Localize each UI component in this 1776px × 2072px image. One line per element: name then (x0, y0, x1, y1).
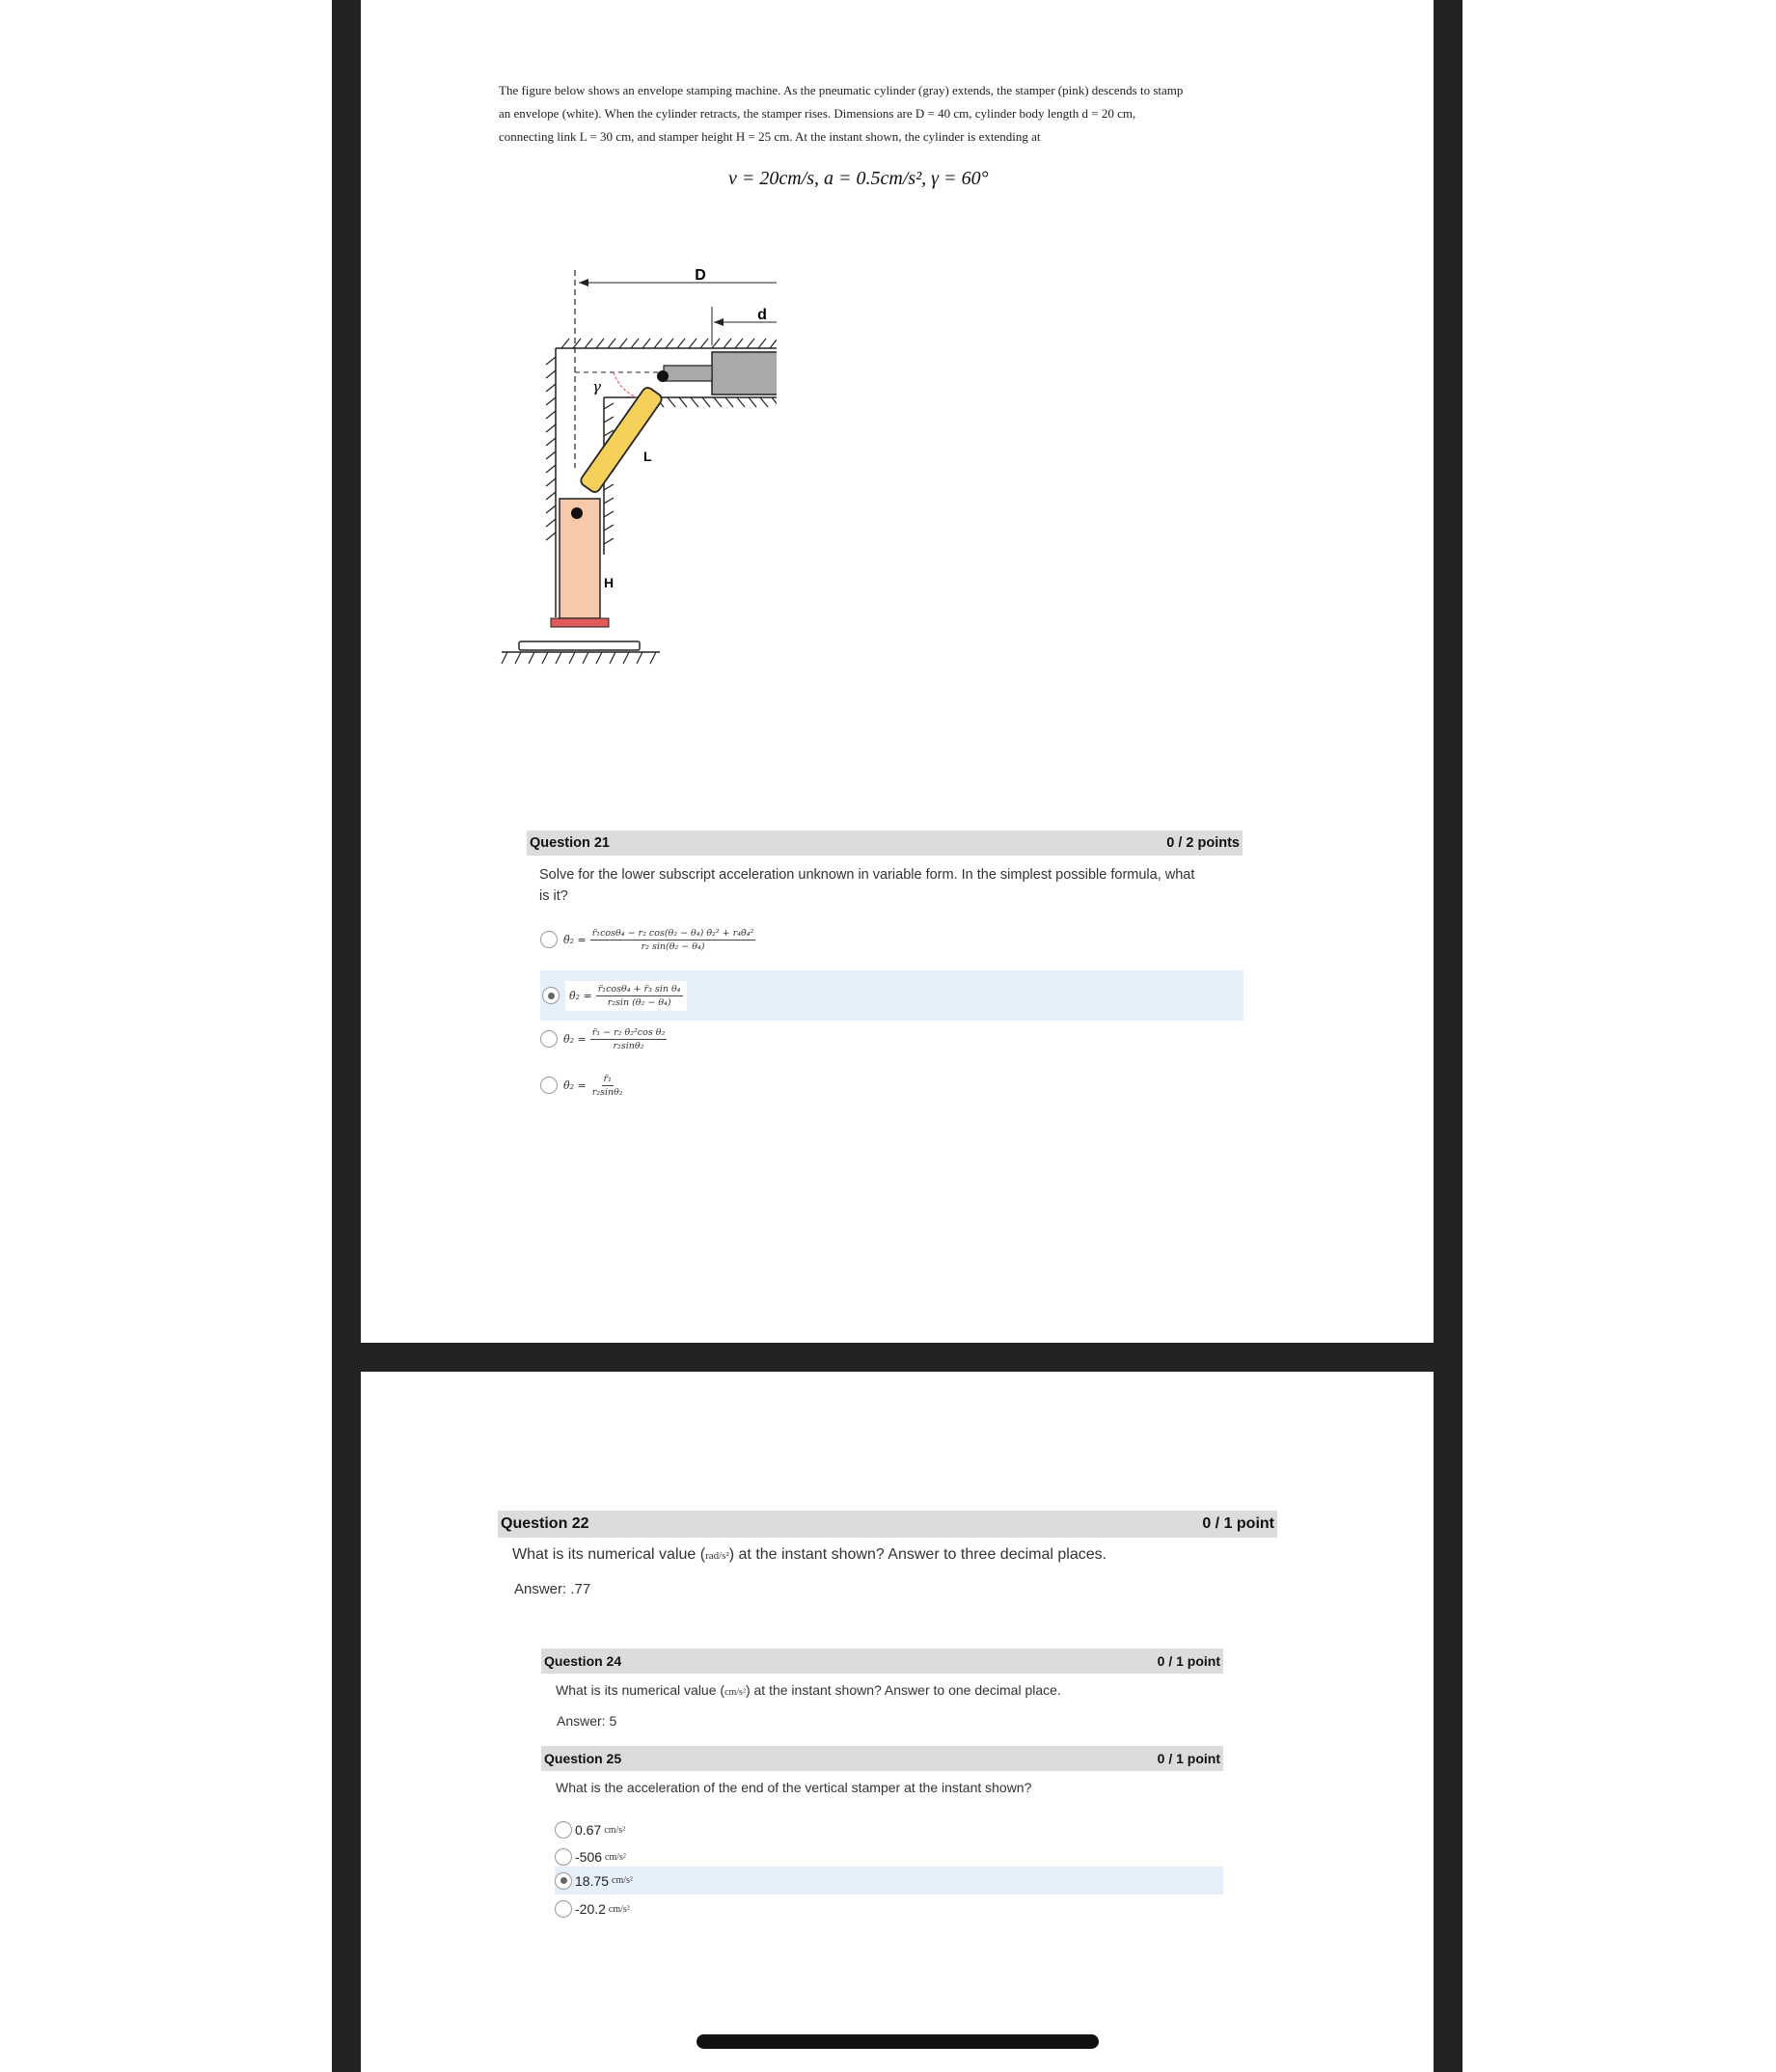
unit-label: cm/s² (605, 1851, 626, 1863)
question-25-header (541, 1746, 1223, 1771)
question-22-points: 0 / 1 point (1202, 1515, 1274, 1532)
question-24-text-start: What is its numerical value ( (556, 1682, 725, 1698)
link-pivot-bottom (571, 507, 583, 519)
formula-fraction (596, 984, 683, 1008)
option-value: -20.2 (575, 1901, 606, 1917)
question-24-answer: Answer: 5 (557, 1713, 617, 1729)
question-21-option-4[interactable] (540, 1067, 926, 1104)
question-21-option-3[interactable] (540, 1021, 926, 1057)
question-22-text-end: ) at the instant shown? Answer to three decimal places. (728, 1546, 1107, 1563)
question-22-header (498, 1511, 1277, 1538)
question-22-answer: Answer: .77 (514, 1581, 591, 1597)
option-value: 18.75 (575, 1872, 610, 1889)
formula-denominator: r₂sinθ₂ (613, 1040, 644, 1051)
home-indicator[interactable] (697, 2034, 1099, 2049)
unit-label: cm/s² (604, 1824, 626, 1836)
option-value: -506 (575, 1849, 603, 1865)
formula-lhs: θ̈₂ = (563, 1078, 587, 1092)
question-24-header (541, 1649, 1223, 1674)
dimension-label-D: D (695, 267, 706, 284)
problem-line-1: The figure below shows an envelope stamping machine. As the pneumatic cylinder (gray) extends, the stamper (pink) descends to stamp (499, 83, 1184, 97)
question-24-title: Question 24 (544, 1653, 622, 1669)
radio-button[interactable] (540, 1077, 558, 1094)
formula-denominator: r₂sin (θ₂ − θ₄) (607, 996, 671, 1008)
question-25-text: What is the acceleration of the end of the vertical stamper at the instant shown? (556, 1780, 1032, 1795)
unit-label: cm/s² (724, 1687, 746, 1698)
formula-fraction (590, 928, 756, 952)
right-frame-bar (1434, 0, 1462, 2072)
question-25-option-1[interactable] (555, 1816, 1223, 1843)
problem-line-2: an envelope (white). When the cylinder retracts, the stamper rises. Dimensions are D = 40 cm, cylinder body length d = 20 cm, (499, 106, 1136, 121)
question-25-option-4[interactable] (555, 1895, 1223, 1922)
question-21-option-1[interactable] (540, 922, 926, 957)
left-frame-bar (332, 0, 361, 2072)
question-21-header (527, 831, 1243, 856)
problem-line-3: connecting link L = 30 cm, and stamper height H = 25 cm. At the instant shown, the cylinder is extending at (499, 129, 1041, 144)
link-pivot-top (657, 370, 669, 382)
unit-label: cm/s² (608, 1903, 630, 1915)
question-21-text-line-1: Solve for the lower subscript acceleration unknown in variable form. In the simplest possible formula, what (539, 867, 1195, 883)
formula-numerator: r̈₁ (603, 1073, 612, 1084)
option-value: 0.67 (575, 1822, 602, 1838)
given-values-formula: v = 20cm/s, a = 0.5cm/s², γ = 60° (728, 168, 989, 189)
pneumatic-cylinder-body (712, 352, 777, 395)
unit-label: rad/s² (705, 1550, 729, 1562)
question-25-points: 0 / 1 point (1157, 1751, 1220, 1766)
angle-label-gamma: γ (592, 378, 601, 395)
formula-denominator: r₂ sin(θ₂ − θ₄) (641, 941, 705, 952)
question-21-points: 0 / 2 points (1166, 835, 1240, 851)
question-24-text-end: ) at the instant shown? Answer to one decimal place. (745, 1682, 1061, 1698)
question-24-points: 0 / 1 point (1157, 1653, 1220, 1669)
formula-fraction (590, 1027, 668, 1051)
question-22-text-start: What is its numerical value ( (512, 1546, 706, 1563)
radio-button[interactable] (555, 1821, 572, 1839)
formula-lhs: θ̈₂ = (563, 1032, 587, 1046)
question-21-text (539, 864, 1253, 907)
question-22-text (512, 1546, 1107, 1564)
envelope (519, 641, 640, 650)
question-25-title: Question 25 (544, 1751, 622, 1766)
question-24-text (556, 1682, 1061, 1698)
radio-button[interactable] (555, 1900, 572, 1918)
link-label-L: L (643, 449, 652, 464)
connecting-link (579, 386, 664, 495)
formula-numerator: r̈₁cosθ₄ + r̈₃ sin θ₄ (597, 983, 681, 995)
cylinder-rod (664, 366, 712, 381)
stamper-label-H: H (604, 575, 615, 590)
radio-button-selected[interactable] (542, 987, 560, 1004)
option-formula (563, 1074, 625, 1098)
stamping-machine-diagram (487, 256, 777, 685)
dimension-label-d: d (757, 307, 767, 323)
problem-statement (499, 79, 1271, 149)
radio-button[interactable] (555, 1848, 572, 1866)
question-21-text-line-2: is it? (539, 888, 568, 904)
radio-button[interactable] (540, 1030, 558, 1048)
option-formula (563, 1027, 667, 1051)
stamper-pad (551, 618, 609, 627)
question-22-title: Question 22 (501, 1515, 589, 1532)
option-formula (563, 928, 755, 952)
formula-lhs: θ̈₂ = (569, 989, 592, 1002)
unit-label: cm/s² (612, 1875, 633, 1886)
page-divider (332, 1343, 1462, 1372)
question-25-option-3[interactable] (555, 1867, 1223, 1895)
option-formula (565, 981, 687, 1011)
formula-denominator: r₂sinθ₂ (591, 1086, 623, 1098)
radio-button[interactable] (540, 931, 558, 948)
question-21-option-2[interactable] (540, 970, 1243, 1021)
radio-button-selected[interactable] (555, 1872, 572, 1890)
formula-numerator: r̈₁ − r₂ θ̇₂²cos θ₂ (591, 1026, 666, 1038)
formula-lhs: θ̈₂ = (563, 933, 587, 946)
formula-numerator: r̈₁cosθ₄ − r₂ cos(θ₂ − θ₄) θ̇₂² + r₄θ̇₄² (591, 927, 754, 939)
question-21-title: Question 21 (530, 835, 610, 851)
formula-fraction (590, 1074, 625, 1098)
